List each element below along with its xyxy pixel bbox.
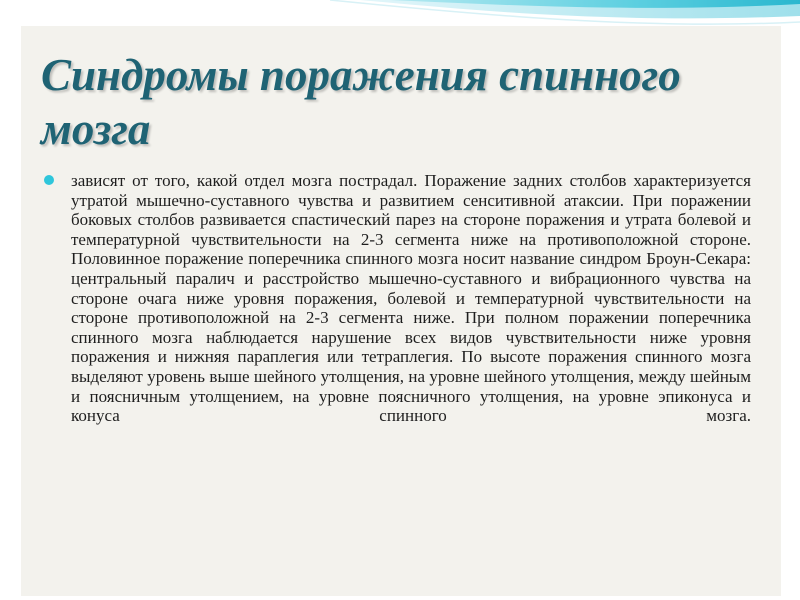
bullet-dot-icon: [44, 175, 54, 185]
body-text: зависят от того, какой отдел мозга пострадал. Поражение задних столбов характеризуется утратой мышечно-суставного чувства и развитием сенситивной атаксии. При поражении боковых столбов развивается спастический парез на стороне поражения и утрата болевой и температурной чувствительности на 2-3 сегмента ниже на противоположной стороне. Половинное поражение поперечника спинного мозга носит название синдром Броун-Секара: центральный паралич и расстройство мышечно-суставного и вибрационного чувства на стороне очага ниже уровня поражения, болевой и температурной чувствительности на стороне противоположной на 2-3 сегмента ниже. При полном поражении поперечника спинного мозга наблюдается нарушение всех видов чувствительности ниже уровня поражения и нижняя параплегия или тетраплегия. По высоте поражения спинного мозга выделяют уровень выше шейного утолщения, на уровне шейного утолщения, между шейным и поясничным утолщением, на уровне поясничного утолщения, на уровне эпиконуса и конуса спинного мозга.: [71, 171, 751, 426]
slide-title: Синдромы поражения спинного мозга: [41, 50, 681, 154]
